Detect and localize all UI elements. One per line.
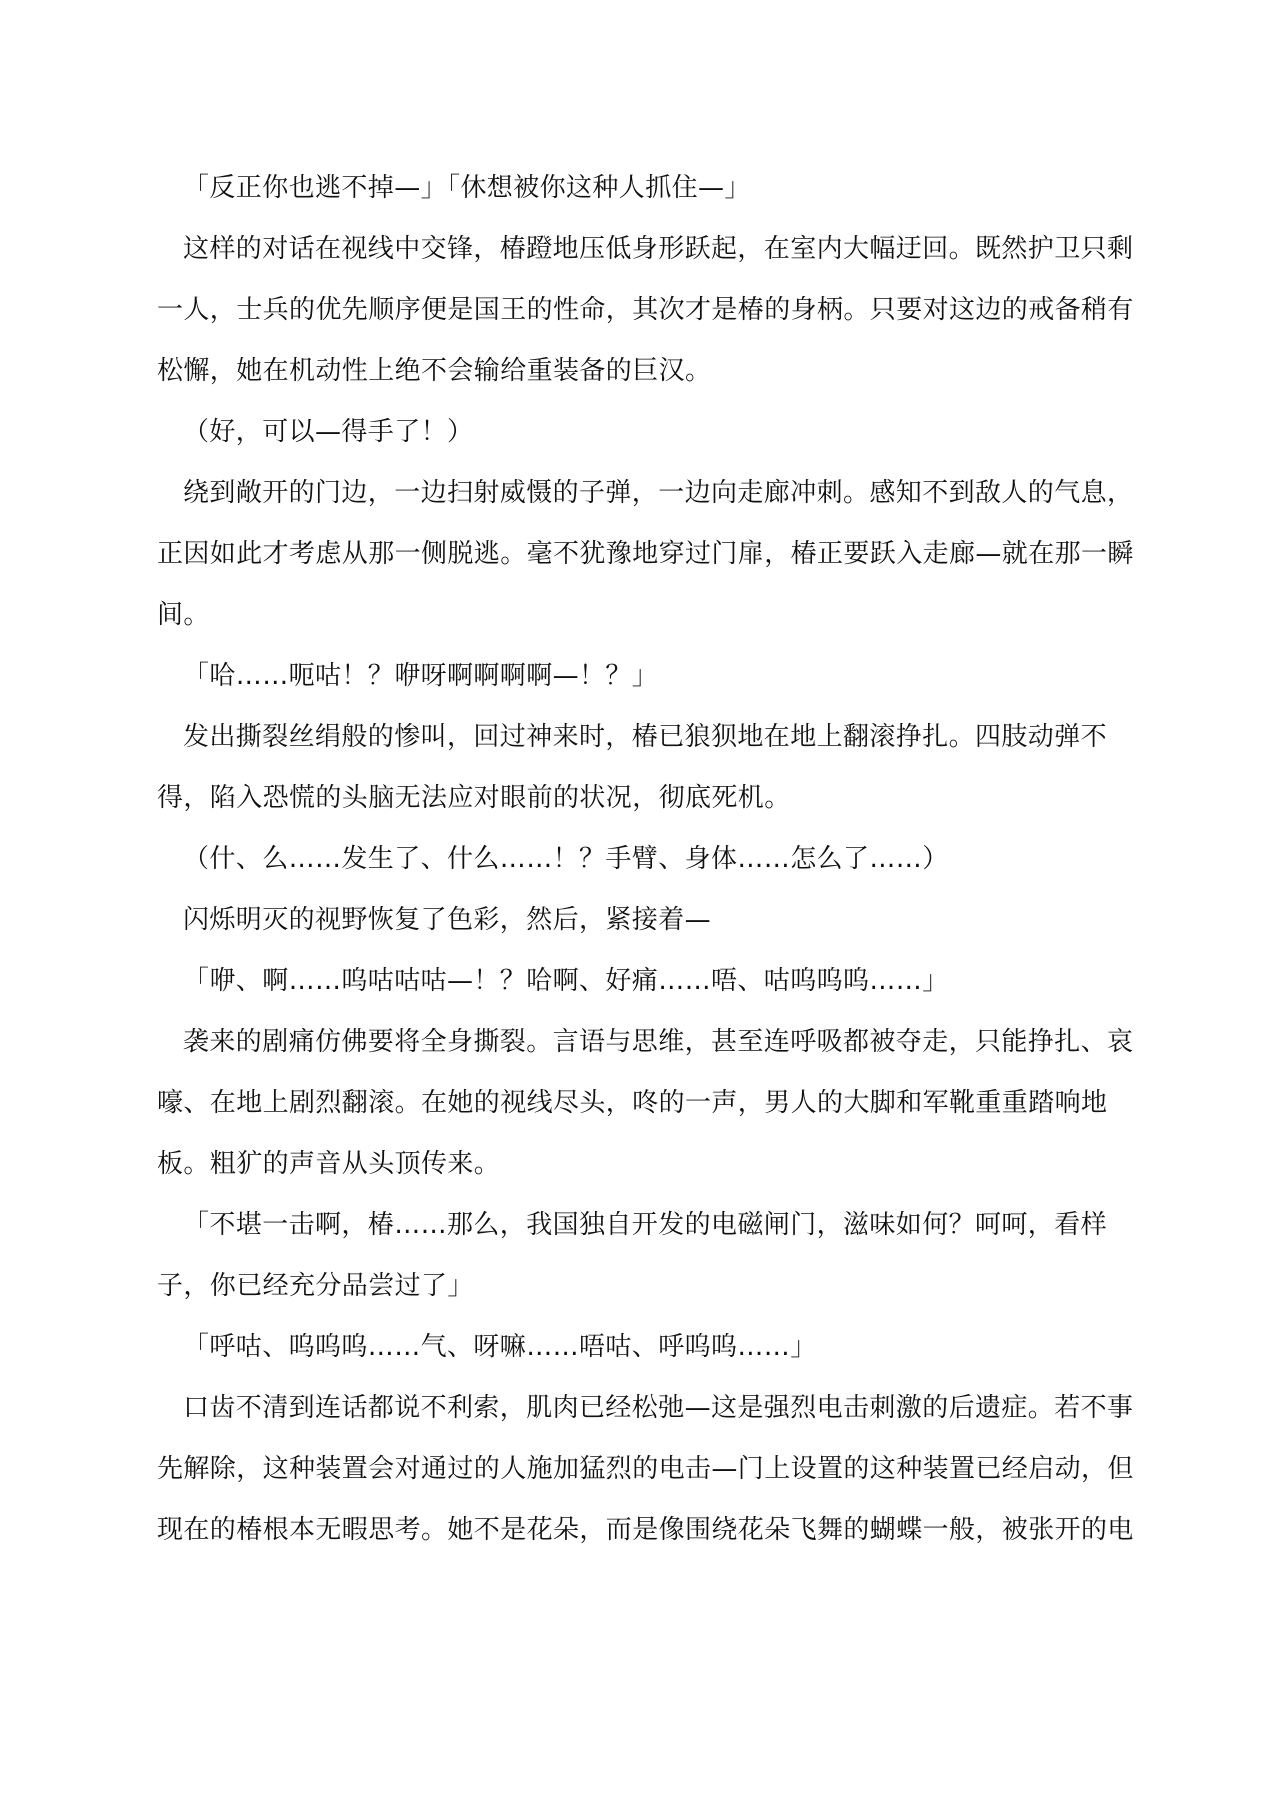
narration-paragraph: 这样的对话在视线中交锋，椿蹬地压低身形跃起，在室内大幅迂回。既然护卫只剩一人，士兵的优先顺序便是国王的性命，其次才是椿的身柄。只要对这边的戒备稍有松懈，她在机动性上绝不会输给重装备的巨汉。 xyxy=(157,234,1134,386)
narration-paragraph: 袭来的剧痛仿佛要将全身撕裂。言语与思维，甚至连呼吸都被夺走，只能挣扎、哀嚎、在地上剧烈翻滚。在她的视线尽头，咚的一声，男人的大脚和军靴重重踏响地板。粗犷的声音从头顶传来。 xyxy=(157,1027,1134,1179)
thought-paragraph: （好，可以—得手了！） xyxy=(183,417,474,447)
thought-paragraph: （什、么……发生了、什么……！？手臂、身体……怎么了……） xyxy=(183,844,949,874)
dialogue-paragraph: 「哈……呃咕！？咿呀啊啊啊啊—！？」 xyxy=(183,661,659,691)
dialogue-paragraph: 「反正你也逃不掉—」「休想被你这种人抓住—」 xyxy=(183,173,751,203)
narration-paragraph: 发出撕裂丝绢般的惨叫，回过神来时，椿已狼狈地在地上翻滚挣扎。四肢动弹不得，陷入恐慌的头脑无法应对眼前的状况，彻底死机。 xyxy=(157,722,1108,813)
narration-paragraph: 绕到敞开的门边，一边扫射威慑的子弹，一边向走廊冲刺。感知不到敌人的气息，正因如此才考虑从那一侧脱逃。毫不犹豫地穿过门扉，椿正要跃入走廊—就在那一瞬间。 xyxy=(157,478,1134,630)
novel-text-body xyxy=(157,158,1147,1561)
dialogue-paragraph: 「咿、啊……呜咕咕咕—！？哈啊、好痛……唔、咕呜呜呜……」 xyxy=(183,966,949,996)
narration-paragraph: 闪烁明灭的视野恢复了色彩，然后，紧接着— xyxy=(183,905,712,935)
dialogue-paragraph: 「呼咕、呜呜呜……气、呀嘛……唔咕、呼呜呜……」 xyxy=(183,1332,817,1362)
narration-paragraph: 口齿不清到连话都说不利索，肌肉已经松弛—这是强烈电击刺激的后遗症。若不事先解除，这种装置会对通过的人施加猛烈的电击—门上设置的这种装置已经启动，但现在的椿根本无暇思考。她不是花朵，而是像围绕花朵飞舞的蝴蝶一般，被张开的电 xyxy=(157,1393,1134,1545)
dialogue-paragraph: 「不堪一击啊，椿……那么，我国独自开发的电磁闸门，滋味如何？呵呵，看样子，你已经充分品尝过了」 xyxy=(157,1210,1108,1301)
